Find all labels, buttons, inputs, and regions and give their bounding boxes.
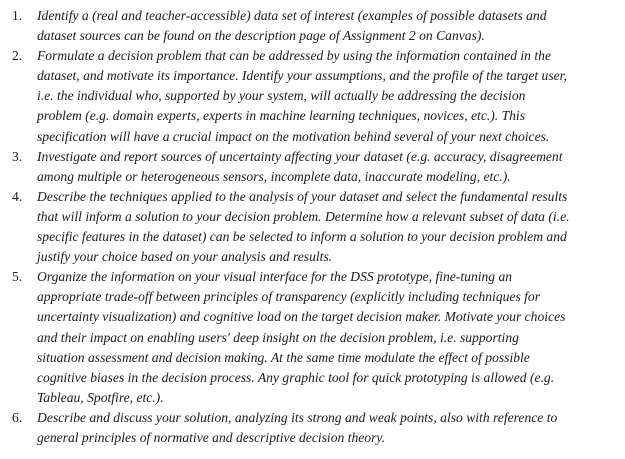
item-number: 4. — [12, 188, 23, 204]
item-text-line: specific features in the dataset) can be selected to inform a solution to your decision problem and — [37, 229, 567, 245]
item-number: 1. — [12, 8, 23, 23]
item-number: 2. — [12, 48, 23, 64]
list-item — [0, 46, 625, 146]
item-text-line: uncertainty visualization) and cognitive load on the target decision maker. Motivate your choices — [37, 309, 566, 325]
item-text-line: appropriate trade-off between principles of transparency (explicitly including techniques for — [37, 289, 540, 305]
item-text-line: dataset, and motivate its importance. Identify your assumptions, and the profile of the target user, — [37, 68, 567, 84]
list-item — [0, 267, 625, 408]
item-text-line: Describe the techniques applied to the analysis of your dataset and select the fundamental results — [37, 188, 568, 204]
item-text-line: and their impact on enabling users' deep insight on the decision problem, i.e. supporting — [37, 329, 519, 345]
item-number: 6. — [12, 409, 23, 425]
item-text-line: Tableau, Spotfire, etc.). — [37, 389, 164, 405]
item-text-line: cognitive biases in the decision process. Any graphic tool for quick prototyping is allowed (e.g. — [37, 369, 555, 385]
item-text-line: situation assessment and decision making. At the same time modulate the effect of possible — [37, 349, 530, 365]
item-text-line: Describe and discuss your solution, analyzing its strong and weak points, also with reference to — [37, 409, 558, 425]
item-text-line: dataset sources can be found on the description page of Assignment 2 on Canvas). — [37, 28, 485, 44]
item-number: 5. — [12, 269, 23, 285]
list-item — [0, 147, 625, 187]
list-item — [0, 408, 625, 448]
item-text-line: Organize the information on your visual interface for the DSS prototype, fine-tuning an — [37, 269, 513, 285]
item-text-line: Investigate and report sources of uncertainty affecting your dataset (e.g. accuracy, disagreement — [37, 148, 563, 164]
item-text-line: Formulate a decision problem that can be addressed by using the information contained in the — [37, 48, 551, 64]
item-text-line: justify your choice based on your analysis and results. — [37, 249, 333, 265]
numbered-list — [0, 6, 625, 448]
item-text-line: specification will have a crucial impact on the motivation behind several of your next choices. — [37, 128, 550, 144]
item-text-line: that will inform a solution to your decision problem. Determine how a relevant subset of data (i.e. — [37, 208, 570, 224]
item-text-line: i.e. the individual who, supported by your system, will actually be addressing the decision — [37, 88, 526, 104]
item-text-line: among multiple or heterogeneous sensors, incomplete data, inaccurate modeling, etc.). — [37, 168, 511, 184]
item-text-line: problem (e.g. domain experts, experts in machine learning techniques, novices, etc.). This — [37, 108, 526, 124]
item-text-line: general principles of normative and descriptive decision theory. — [37, 429, 386, 445]
list-item — [0, 187, 625, 267]
item-number: 3. — [12, 148, 23, 164]
list-item — [0, 6, 625, 46]
item-text-line: Identify a (real and teacher-accessible) data set of interest (examples of possible datasets and — [37, 8, 547, 23]
